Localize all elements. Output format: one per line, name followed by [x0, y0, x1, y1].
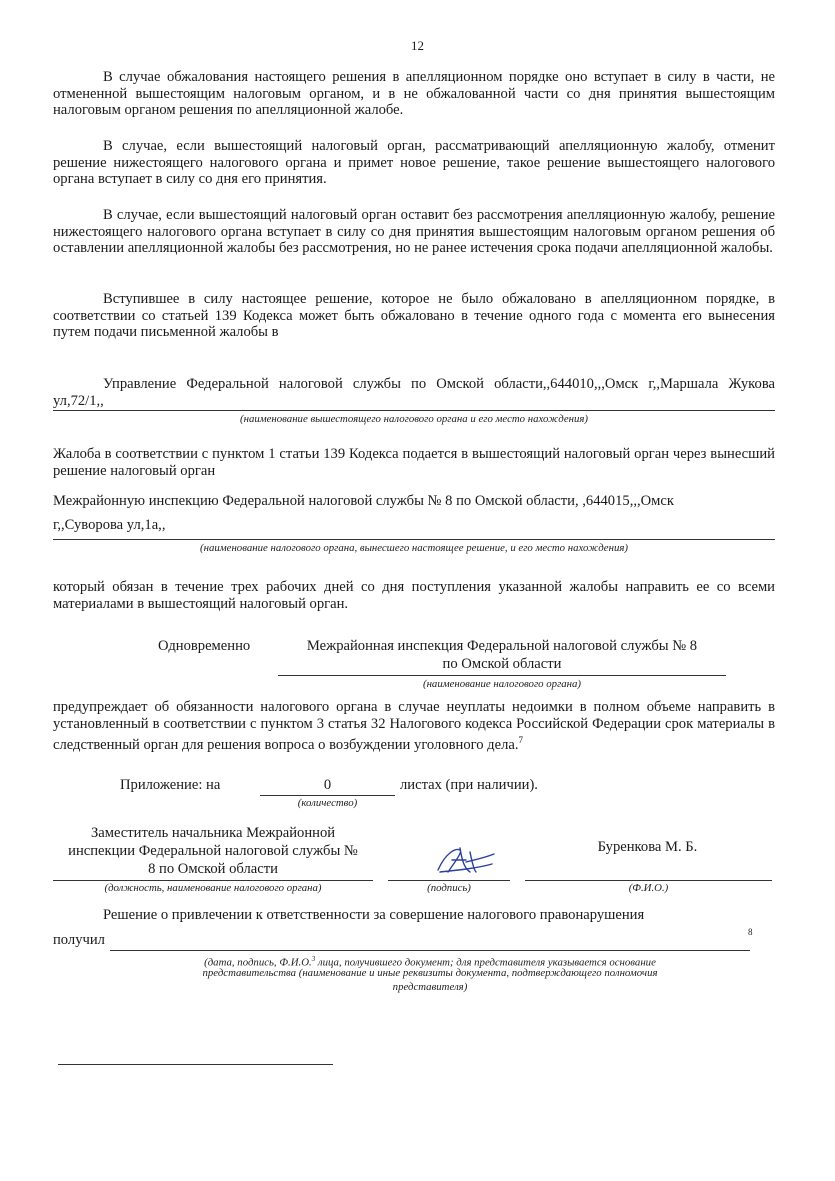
receipt-received-label: получил	[53, 932, 105, 948]
signatory-name-caption: (Ф.И.О.)	[628, 882, 669, 894]
higher-authority-name: Управление Федеральной налоговой службы по Омской области,,644010,,,Омск г,,Маршала Жукова ул,72/1,,	[53, 376, 775, 409]
issuing-authority-caption: (наименование налогового органа, вынесшего настоящее решение, и его место нахождения)	[200, 542, 628, 554]
simultaneously-org-caption: (наименование налогового органа)	[422, 678, 582, 690]
simultaneously-org-line1: Межрайонная инспекция Федеральной налоговой службы № 8	[306, 638, 698, 654]
warning-footnote-mark: 7	[518, 735, 523, 745]
obliged-paragraph: который обязан в течение трех рабочих дней со дня поступления указанной жалобы направить ее со всеми материалами в вышестоящий налоговый орган.	[53, 579, 775, 612]
paragraph-appeal-within-one-year: Вступившее в силу настоящее решение, которое не было обжаловано в апелляционном порядке, в соответствии со статьей 139 Кодекса может быть обжаловано в течение одного года с момента его вынесения путем подачи письменной жалобы в	[53, 291, 775, 340]
higher-authority-underline	[53, 410, 775, 411]
signatory-position-caption: (должность, наименование налогового органа)	[104, 882, 322, 894]
simultaneously-org-line2: по Омской области	[442, 656, 562, 672]
paragraph-appeal-entry-into-force: В случае обжалования настоящего решения в апелляционном порядке оно вступает в силу в части, не отмененной вышестоящим налоговым органом, и в не обжалованной части со дня принятия вышестоящим налоговым органом решения по апелляционной жалобе.	[53, 69, 775, 118]
simultaneously-label: Одновременно	[158, 638, 251, 654]
signatory-name: Буренкова М. Б.	[597, 839, 698, 855]
warning-paragraph	[53, 699, 775, 753]
receipt-text: Решение о привлечении к ответственности за совершение налогового правонарушения	[103, 907, 645, 923]
footnote-separator	[58, 1064, 333, 1065]
signatory-position-line2: инспекции Федеральной налоговой службы №	[68, 843, 358, 859]
attachment-count-underline	[260, 795, 395, 796]
page-number: 12	[411, 38, 424, 53]
receipt-footnote-mark: 8	[748, 927, 753, 937]
signature-underline	[388, 880, 510, 881]
paragraph-appeal-left-unconsidered: В случае, если вышестоящий налоговый орган оставит без рассмотрения апелляционную жалобу, решение нижестоящего налогового органа вступает в силу со дня принятия вышестоящим налоговым органом решения об оставлении апелляционной жалобы без рассмотрения, но не ранее истечения срока подачи апелляционной жалобы.	[53, 207, 775, 256]
signature-caption: (подпись)	[427, 882, 471, 894]
issuing-authority-line2: г,,Суворова ул,1а,,	[53, 517, 166, 533]
paragraph-higher-authority-cancels: В случае, если вышестоящий налоговый орган, рассматривающий апелляционную жалобу, отменит решение нижестоящего налогового органа и примет новое решение, такое решение вышестоящего налогового органа вступает в силу со дня его принятия.	[53, 138, 775, 187]
signatory-position-line1: Заместитель начальника Межрайонной	[90, 825, 336, 841]
receipt-underline	[110, 950, 750, 951]
higher-authority-caption: (наименование вышестоящего налогового органа и его место нахождения)	[240, 413, 588, 425]
attachment-label: Приложение: на	[120, 777, 221, 793]
signatory-name-underline	[525, 880, 772, 881]
signatory-position-underline	[53, 880, 373, 881]
issuing-authority-line1: Межрайонную инспекцию Федеральной налоговой службы № 8 по Омской области, ,644015,,,Омск	[53, 493, 674, 509]
handwritten-signature-icon	[430, 842, 500, 880]
warning-text: предупреждает об обязанности налогового органа в случае неуплаты недоимки в полном объеме направить в установленный в соответствии с пунктом 3 статья 32 Налогового кодекса Российской Федерации срок материалы в следственный орган для решения вопроса о возбуждении уголовного дела.	[53, 699, 775, 753]
attachment-count: 0	[323, 777, 332, 793]
attachment-count-caption: (количество)	[297, 797, 358, 809]
issuing-authority-underline	[53, 539, 775, 540]
signatory-position-line3: 8 по Омской области	[148, 861, 278, 877]
receipt-caption-line2: представительства (наименование и иные реквизиты документа, подтверждающего полномочия	[202, 967, 658, 979]
receipt-caption-line1: (дата, подпись, Ф.И.О.$^3$ лица, получившего документ; для представителя указывается основание	[204, 955, 656, 969]
receipt-caption-line3: представителя)	[392, 981, 468, 993]
complaint-paragraph: Жалоба в соответствии с пунктом 1 статьи 139 Кодекса подается в вышестоящий налоговый орган через вынесший решение налоговый орган	[53, 446, 775, 479]
simultaneously-org-underline	[278, 675, 726, 676]
attachment-suffix: листах (при наличии).	[400, 777, 538, 793]
